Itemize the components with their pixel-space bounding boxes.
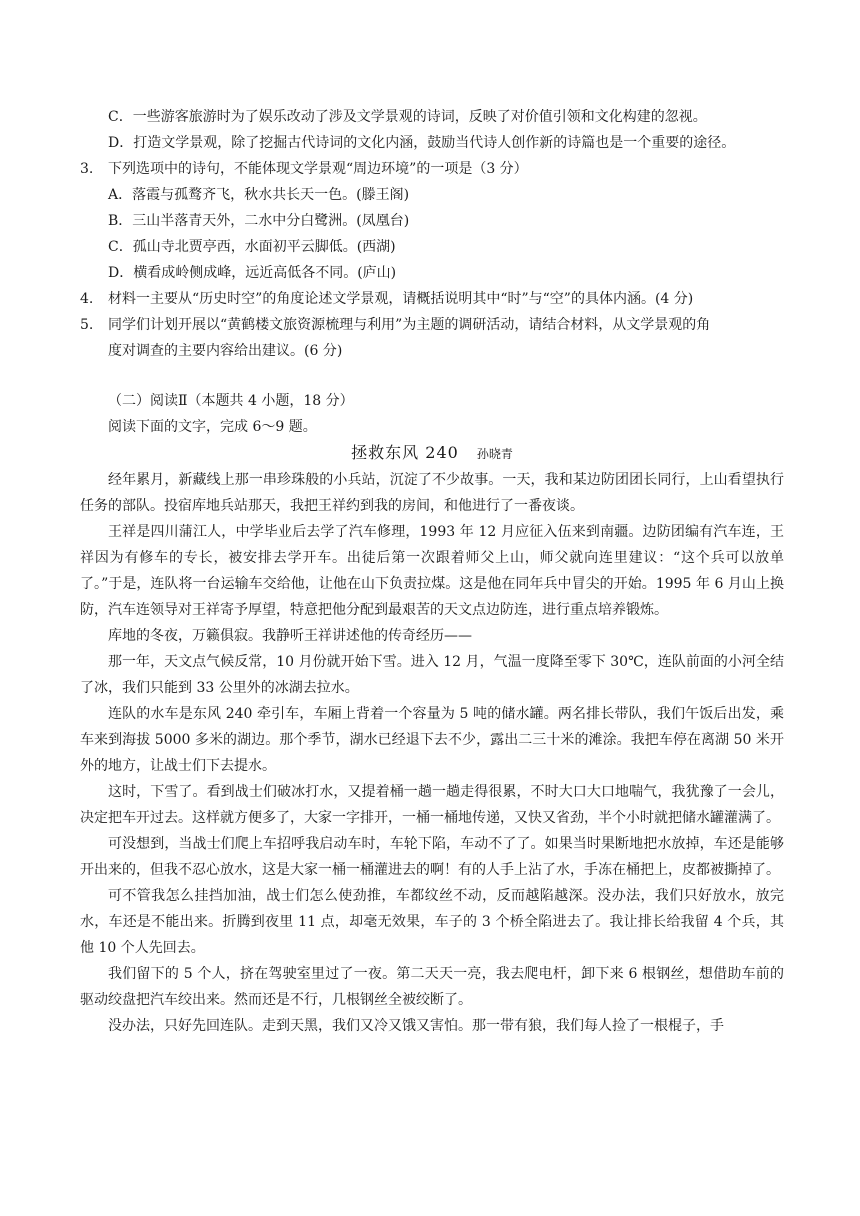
question-number: 4. [80,291,94,307]
article-paragraph: 这时，下雪了。看到战士们破冰打水，又提着桶一趟一趟走得很累，不时大口大口地喘气，我犹豫了一会儿，决定把车开过去。这样就方便多了，大家一字排开，一桶一桶地传递，又快又省劲，半个小时就把储水罐灌满了。 [80,784,784,826]
q3-option-c: C．孤山寺北贾亭西，水面初平云脚低。(西湖) [108,239,396,255]
q3-option-b: B．三山半落青天外，二水中分白鹭洲。(凤凰台) [108,213,410,229]
question-4 [80,286,784,312]
article-paragraph: 王祥是四川蒲江人，中学毕业后去学了汽车修理，1993 年 12 月应征入伍来到南疆。边防团编有汽车连，王祥因为有修车的专长，被安排去学开车。出徒后第一次跟着师父上山，师父就向连里建议：“这个兵可以放单了。”于是，连队将一台运输车交给他，让他在山下负责拉煤。这是他在同年兵中冒尖的开始。1995 年 6 月山上换防，汽车连领导对王祥寄予厚望，特意把他分配到最艰苦的天文点边防连，进行重点培养锻炼。 [80,524,784,618]
article-paragraph: 连队的水车是东风 240 牵引车，车厢上背着一个容量为 5 吨的储水罐。两名排长带队，我们午饭后出发，乘车来到海拔 5000 多米的湖边。那个季节，湖水已经退下去不少，露出二三十米的滩涂。我把车停在离湖 50 米开外的地方，让战士们下去提水。 [80,706,784,774]
article-paragraph: 没办法，只好先回连队。走到天黑，我们又冷又饿又害怕。那一带有狼，我们每人捡了一根棍子，手 [108,1018,724,1034]
question-number: 5. [80,317,94,333]
question-stem: 下列选项中的诗句，不能体现文学景观“周边环境”的一项是（3 分） [108,161,528,177]
article-paragraph: 库地的冬夜，万籁俱寂。我静听王祥讲述他的传奇经历—— [108,628,472,644]
exam-page [80,104,784,1039]
q3-option-d: D．横看成岭侧成峰，远近高低各不同。(庐山) [108,265,397,281]
article-title-row [80,440,784,467]
article-paragraph: 可不管我怎么挂挡加油，战士们怎么使劲推，车都纹丝不动，反而越陷越深。没办法，我们只好放水，放完水，车还是不能出来。折腾到夜里 11 点，却毫无效果，车子的 3 个桥全陷进去了。我让排长给我留 4 个兵，其他 10 个人先回去。 [80,888,784,956]
article-title: 拯救东风 240 [351,443,459,462]
q3-option-a: A．落霞与孤鹜齐飞，秋水共长天一色。(滕王阁) [108,187,410,203]
question-stem [108,312,784,364]
question-stem: 材料一主要从“历史时空”的角度论述文学景观，请概括说明其中“时”与“空”的具体内涵。(4 分) [108,291,694,307]
question-stem-line-1: 同学们计划开展以“黄鹤楼文旅资源梳理与利用”为主题的调研活动，请结合材料，从文学景观的角 [108,317,711,333]
question-3 [80,156,784,182]
section-instruction: 阅读下面的文字，完成 6～9 题。 [108,419,317,435]
option-c-previous: C．一些游客旅游时为了娱乐改动了涉及文学景观的诗词，反映了对价值引领和文化构建的忽视。 [108,109,707,125]
article-paragraph: 可没想到，当战士们爬上车招呼我启动车时，车轮下陷，车动不了了。如果当时果断地把水放掉，车还是能够开出来的，但我不忍心放水，这是大家一桶一桶灌进去的啊！有的人手上沾了水，手冻在桶把上，皮都被撕掉了。 [80,836,784,878]
article-author: 孙晓青 [476,447,513,461]
article-paragraph: 那一年，天文点气候反常，10 月份就开始下雪。进入 12 月，气温一度降至零下 30℃，连队前面的小河全结了冰，我们只能到 33 公里外的冰湖去拉水。 [80,654,784,696]
question-stem-line-2: 度对调查的主要内容给出建议。(6 分) [108,343,343,359]
spacer [80,364,784,388]
question-number: 3. [80,161,94,177]
option-d-previous: D．打造文学景观，除了挖掘古代诗词的文化内涵，鼓励当代诗人创作新的诗篇也是一个重要的途径。 [108,135,736,151]
question-5 [80,312,784,364]
article-paragraph: 经年累月，新藏线上那一串珍珠般的小兵站，沉淀了不少故事。一天，我和某边防团团长同行，上山看望执行任务的部队。投宿库地兵站那天，我把王祥约到我的房间，和他进行了一番夜谈。 [80,472,784,514]
section-heading: （二）阅读Ⅱ（本题共 4 小题，18 分） [108,393,354,409]
article-paragraph: 我们留下的 5 个人，挤在驾驶室里过了一夜。第二天天一亮，我去爬电杆，卸下来 6 根钢丝，想借助车前的驱动绞盘把汽车绞出来。然而还是不行，几根钢丝全被绞断了。 [80,966,784,1008]
